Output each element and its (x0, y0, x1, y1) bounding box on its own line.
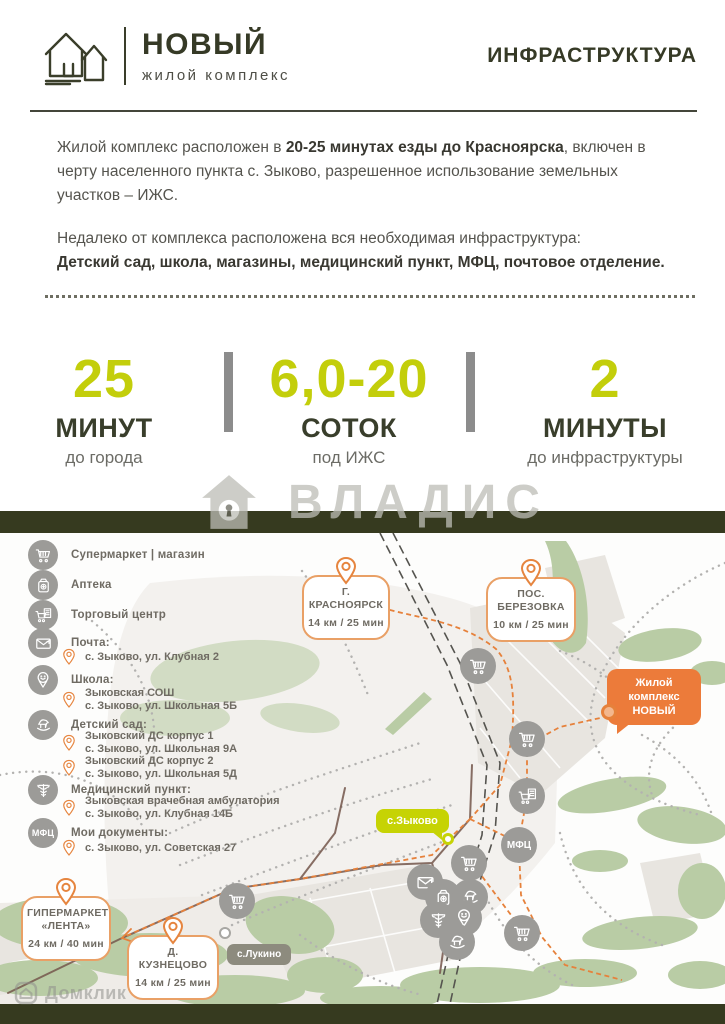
map-mfc-marker: МФЦ (501, 827, 537, 863)
complex-label: Жилой комплекс НОВЫЙ (607, 669, 701, 725)
lukino-marker (219, 927, 231, 939)
zykovo-label: с.Зыково (376, 809, 449, 833)
pin-icon (62, 648, 76, 666)
callout-kuznetsovo: Д. КУЗНЕЦОВО 14 км / 25 мин (127, 935, 219, 1000)
stat-sublabel: до инфраструктуры (527, 448, 683, 467)
pin-icon (54, 877, 78, 907)
callout-krasnoyarsk: Г. КРАСНОЯРСК 14 км / 25 мин (302, 575, 390, 640)
mail-icon (28, 628, 58, 658)
stat-divider (466, 352, 475, 432)
legend-item-supermarket: Супермаркет | магазин (28, 540, 205, 570)
pin-icon (161, 916, 185, 946)
legend-address-kindergarten-2: Зыковский ДС корпус 2 с. Зыково, ул. Школьная 5Д (62, 755, 237, 781)
brand-logo (40, 24, 290, 88)
stat-value: 25 (72, 349, 136, 409)
map-mall-icon (509, 778, 545, 814)
stat-plot-size (259, 349, 439, 469)
stat-sublabel: до города (65, 448, 143, 467)
legend-address-school: Зыковская СОШ с. Зыково, ул. Школьная 5Б (62, 687, 237, 713)
cart-icon (28, 540, 58, 570)
legend-item-medical: Медицинский пункт: (28, 775, 191, 805)
stat-label: СОТОК (301, 413, 397, 443)
brand-subtitle: жилой комплекс (142, 66, 291, 84)
pin-icon (62, 734, 76, 752)
pin-icon (62, 691, 76, 709)
legend-item-mall: Торговый центр (28, 600, 166, 630)
map-cart-icon (504, 915, 540, 951)
intro-text (57, 136, 675, 275)
intro-paragraph-2: Недалеко от комплекса расположена вся необходимая инфраструктура: Детский сад, школа, магазины, медицинский пункт, МФЦ, почтовое отделение. (57, 230, 665, 271)
legend-address-post: с. Зыково, ул. Клубная 2 (62, 648, 219, 666)
pin-icon (62, 799, 76, 817)
complex-marker (601, 704, 617, 720)
medical-icon (28, 775, 58, 805)
olive-bar-top (0, 511, 725, 533)
map-cart-icon (509, 721, 545, 757)
logo-divider (124, 27, 126, 85)
map-cart-icon (219, 883, 255, 919)
stat-divider (224, 352, 233, 432)
domclick-watermark-text: Домклик (45, 982, 127, 1003)
pin-icon (334, 556, 358, 586)
callout-berezovka: ПОС. БЕРЕЗОВКА 10 км / 25 мин (486, 577, 576, 642)
stat-value: 2 (589, 349, 621, 409)
page-title: ИНФРАСТРУКТУРА (487, 44, 697, 67)
callout-lenta: ГИПЕРМАРКЕТ «ЛЕНТА» 24 км / 40 мин (21, 896, 111, 961)
legend-item-mfc: МФЦ Мои документы: (28, 818, 168, 848)
stat-value: 6,0-20 (269, 349, 429, 409)
map-cart-icon (451, 845, 487, 881)
legend-item-kindergarten: Детский сад: (28, 710, 147, 740)
pin-icon (62, 839, 76, 857)
legend-item-school: Школа: (28, 665, 114, 695)
infrastructure-map (0, 533, 725, 1004)
kindergarten-icon (28, 710, 58, 740)
header (30, 0, 697, 112)
stat-label: МИНУТ (55, 413, 153, 443)
map-kindergarten-icon (439, 924, 475, 960)
legend-address-mfc: с. Зыково, ул. Советская 27 (62, 839, 236, 857)
vladis-watermark-text: ВЛАДИС (288, 475, 549, 529)
stat-minutes-to-city (24, 349, 184, 469)
school-icon (28, 665, 58, 695)
stat-minutes-to-infra (515, 349, 695, 469)
legend-address-kindergarten-1: Зыковский ДС корпус 1 с. Зыково, ул. Школьная 9А (62, 730, 237, 756)
houses-logo-icon (40, 24, 116, 88)
brand-name: НОВЫЙ (142, 27, 268, 61)
pin-icon (519, 558, 543, 588)
map-cart-icon (460, 648, 496, 684)
stat-label: МИНУТЫ (542, 413, 668, 443)
mfc-icon: МФЦ (28, 818, 58, 848)
olive-bar-bottom (0, 1004, 725, 1024)
stat-sublabel: под ИЖС (312, 448, 386, 467)
pharmacy-icon (28, 570, 58, 600)
intro-paragraph-1: Жилой комплекс расположен в 20-25 минутах езды до Красноярска, включен в черту населенного пункта с. Зыково, разрешенное использование земельных участков – ИЖС. (57, 139, 646, 204)
lukino-label: с.Лукино (227, 944, 291, 965)
legend-item-pharmacy: Аптека (28, 570, 112, 600)
legend-item-post: Почта: (28, 628, 110, 658)
zykovo-marker (442, 833, 454, 845)
legend-address-medical: Зыковская врачебная амбулатория с. Зыково, ул. Клубная 14Б (62, 795, 279, 821)
mall-icon (28, 600, 58, 630)
dotted-divider (45, 295, 695, 298)
